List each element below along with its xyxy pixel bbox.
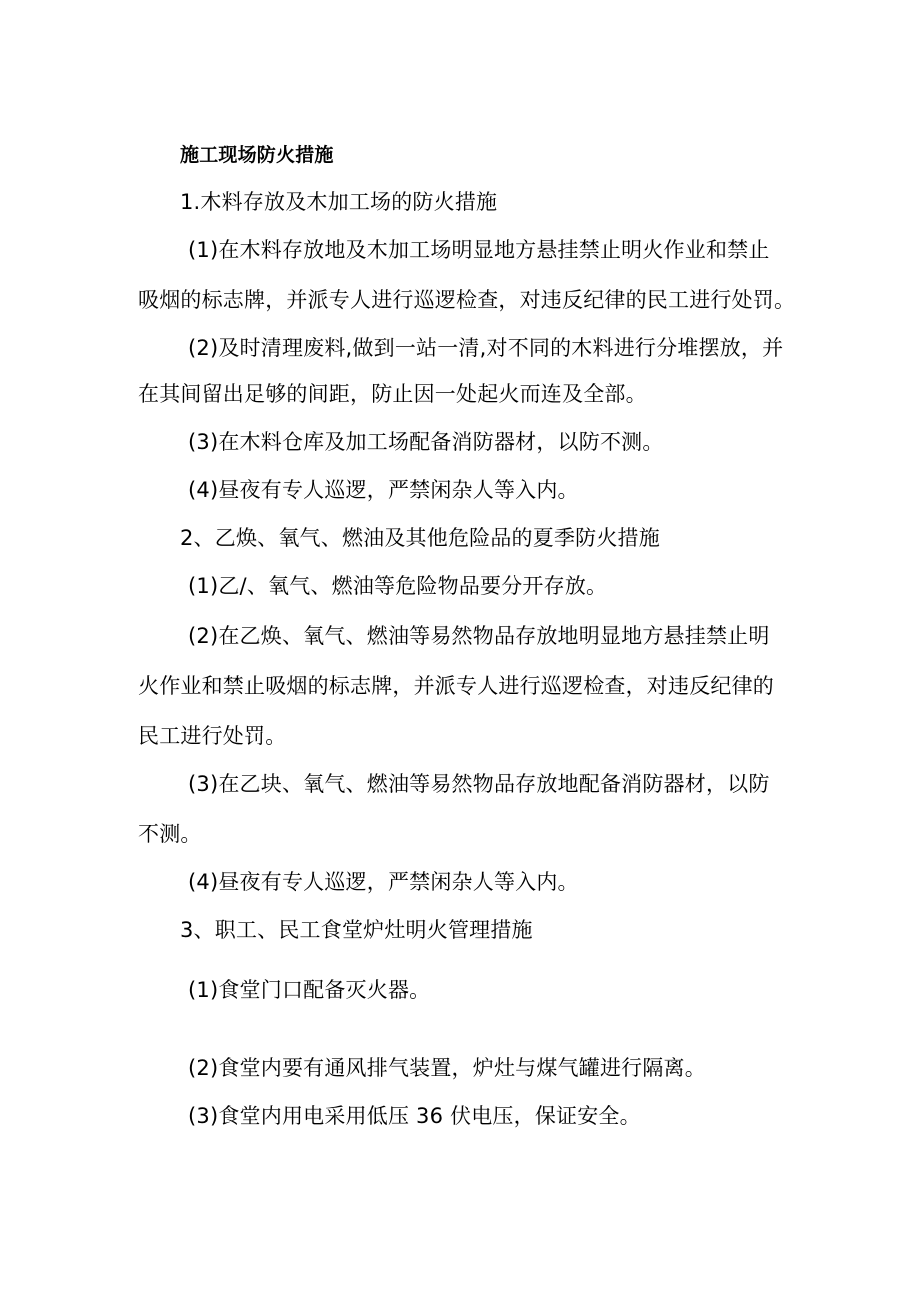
paragraph-line: (4)昼夜有专人巡逻，严禁闲杂人等入内。 xyxy=(188,478,579,502)
paragraph-line: 火作业和禁止吸烟的标志牌，并派专人进行巡逻检查，对违反纪律的 xyxy=(138,674,774,698)
paragraph-line: (3)食堂内用电采用低压 36 伏电压，保证安全。 xyxy=(188,1104,641,1128)
paragraph-line: 民工进行处罚。 xyxy=(138,724,287,748)
paragraph-line: 不测。 xyxy=(138,822,202,846)
paragraph-line: (2)在乙焕、氧气、燃油等易然物品存放地明显地方悬挂禁止明 xyxy=(188,624,770,648)
paragraph-line: (1)乙/、氧气、燃油等危险物品要分开存放。 xyxy=(188,574,608,598)
document-title: 施工现场防火措施 xyxy=(180,144,334,166)
paragraph-line: (3)在木料仓库及加工场配备消防器材，以防不测。 xyxy=(188,430,664,454)
section-heading-2: 2、乙焕、氧气、燃油及其他危险品的夏季防火措施 xyxy=(180,526,660,550)
section-heading-1: 1.木料存放及木加工场的防火措施 xyxy=(180,190,498,214)
paragraph-line: (2)食堂内要有通风排气装置，炉灶与煤气罐进行隔离。 xyxy=(188,1056,706,1080)
paragraph-line: (1)在木料存放地及木加工场明显地方悬挂禁止明火作业和禁止 xyxy=(188,238,770,262)
paragraph-line: (2)及时清理废料,做到一站一清,对不同的木料进行分堆摆放，并 xyxy=(188,336,784,360)
paragraph-line: 吸烟的标志牌，并派专人进行巡逻检查，对违反纪律的民工进行处罚。 xyxy=(138,288,796,312)
paragraph-line: 在其间留出足够的间距，防止因一处起火而连及全部。 xyxy=(138,382,647,406)
paragraph-line: (1)食堂门口配备灭火器。 xyxy=(188,978,431,1002)
paragraph-line: (3)在乙块、氧气、燃油等易然物品存放地配备消防器材，以防 xyxy=(188,772,770,796)
section-heading-3: 3、职工、民工食堂炉灶明火管理措施 xyxy=(180,918,533,942)
paragraph-line: (4)昼夜有专人巡逻，严禁闲杂人等入内。 xyxy=(188,870,579,894)
